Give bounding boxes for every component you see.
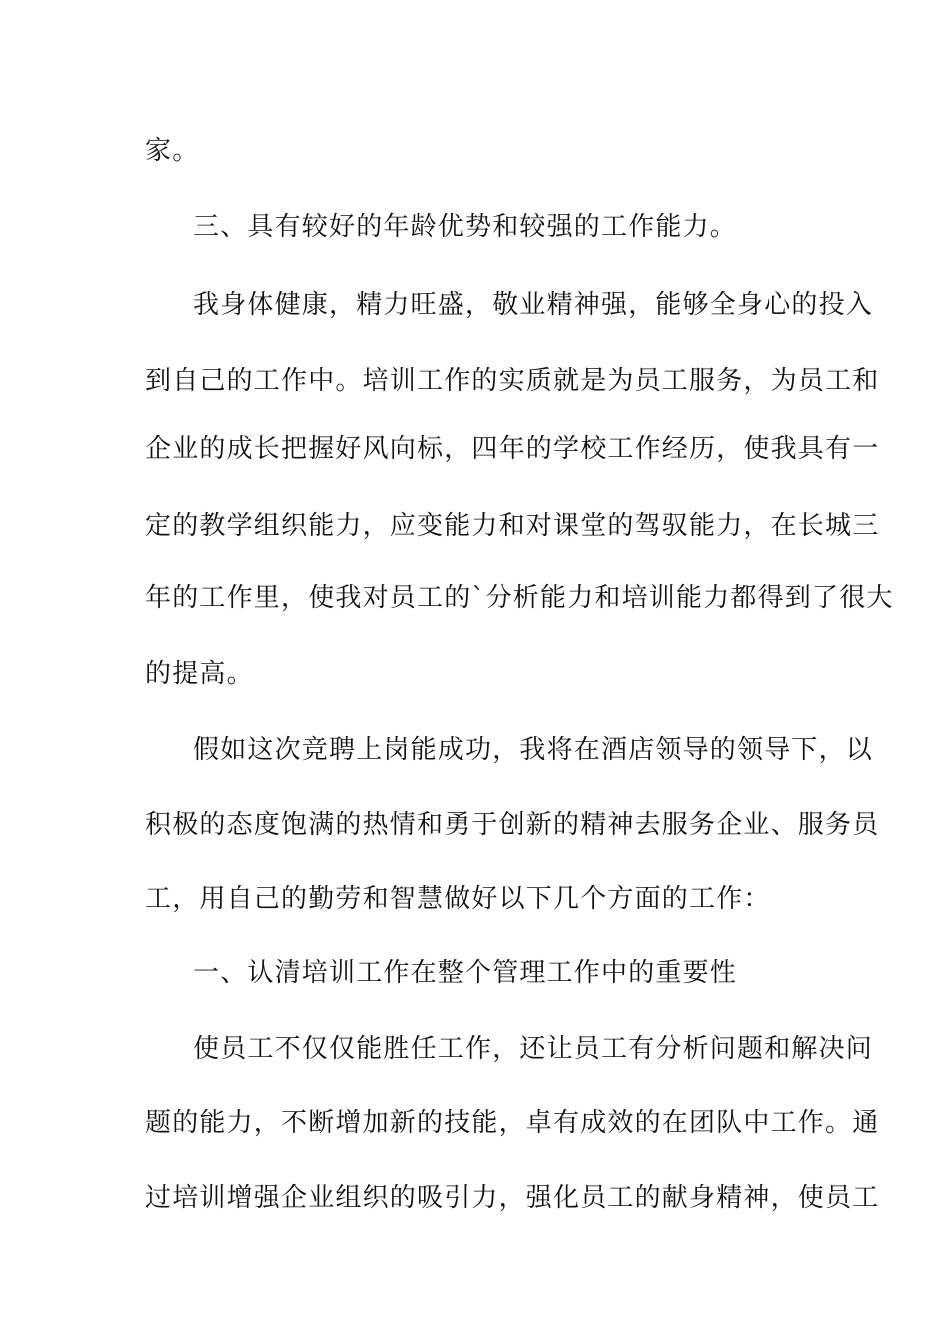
section-heading: 一、认清培训工作在整个管理工作中的重要性 <box>193 958 738 988</box>
paragraph-line: 我身体健康，精力旺盛，敬业精神强，能够全身心的投入 <box>193 290 874 320</box>
paragraph-line: 积极的态度饱满的热情和勇于创新的精神去服务企业、服务员 <box>145 810 880 840</box>
text-line: 家。 <box>145 136 200 166</box>
paragraph-line: 工，用自己的勤劳和智慧做好以下几个方面的工作： <box>145 884 771 914</box>
paragraph-line: 过培训增强企业组织的吸引力，强化员工的献身精神，使员工 <box>145 1183 880 1213</box>
paragraph-line: 假如这次竞聘上岗能成功，我将在酒店领导的领导下，以 <box>193 735 874 765</box>
paragraph-line: 到自己的工作中。培训工作的实质就是为员工服务，为员工和 <box>145 366 880 396</box>
paragraph-line: 定的教学组织能力，应变能力和对课堂的驾驭能力，在长城三 <box>145 511 880 541</box>
paragraph-line: 的提高。 <box>145 659 254 689</box>
paragraph-line: 使员工不仅仅能胜任工作，还让员工有分析问题和解决问 <box>193 1034 874 1064</box>
paragraph-line: 年的工作里，使我对员工的`分析能力和培训能力都得到了很大 <box>145 583 894 613</box>
paragraph-line: 题的能力，不断增加新的技能，卓有成效的在团队中工作。通 <box>145 1108 880 1138</box>
section-heading: 三、具有较好的年龄优势和较强的工作能力。 <box>193 212 738 242</box>
paragraph-line: 企业的成长把握好风向标，四年的学校工作经历，使我具有一 <box>145 434 880 464</box>
